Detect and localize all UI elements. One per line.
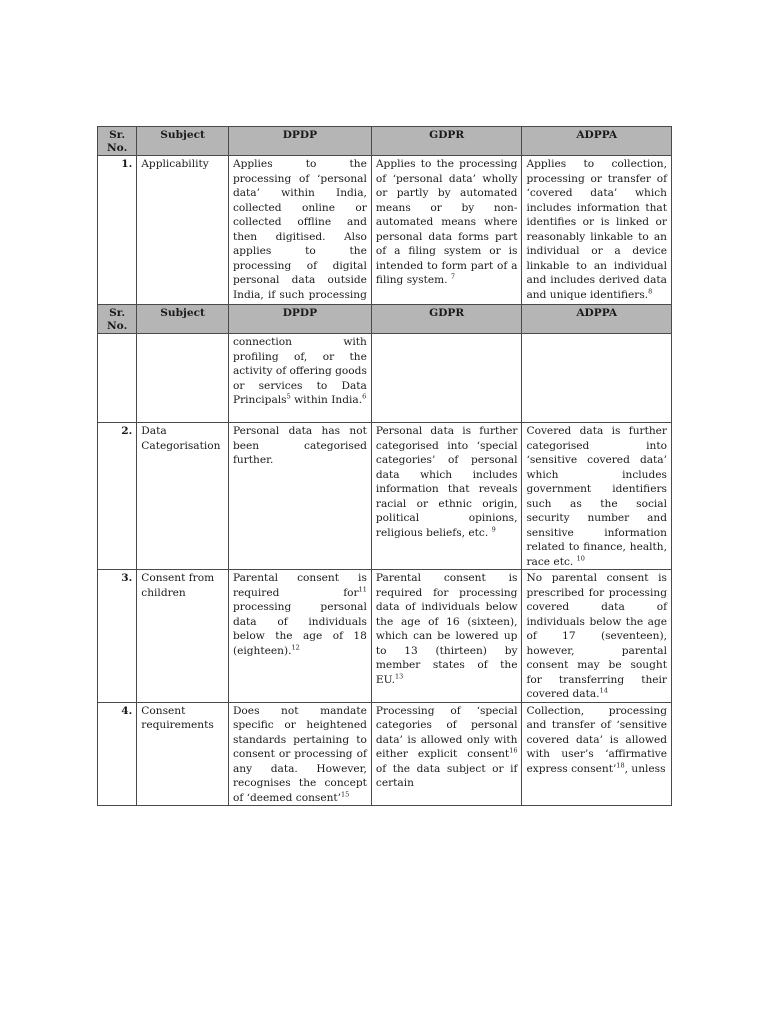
comparison-table-part-2 [97,304,672,806]
table-row [98,570,672,703]
row-number [98,334,137,423]
table-header-row [98,305,672,334]
table-row [98,702,672,806]
adppa-cell [522,156,672,318]
adppa-text: No parental consent is prescribed for processing covered data of individuals below the age of 17 (seventeen), however, parental consent may be sought for transferring their covered data. [526,572,667,700]
dpdp-text: Applies to the processing of ‘personal data’ within India, collected online or collected offline and then digitised. Also applies to the processing of digital personal data outside India, if such processing [232,158,367,301]
adppa-text: Applies to collection, processing or transfer of ‘covered data’ which includes information that identifies or is linked or reasonably linkable to an individual or a device linkable to an individual and includes derived data and unique identifiers. [526,158,667,301]
gdpr-text: Applies to the processing of ‘personal data’ wholly or partly by automated means or by non-automated means where personal data forms part of a filing system or is intended to form part of a filing system. [375,158,518,286]
footnote-ref: 8 [648,286,653,295]
dpdp-cell [228,702,371,806]
row-number: 4. [98,702,137,806]
table-row [98,156,672,318]
gdpr-text: Processing of ‘special categories of personal data’ is allowed only with either explicit consent [375,704,518,760]
header-adppa: ADPPA [522,127,672,156]
header-adppa: ADPPA [522,305,672,334]
gdpr-cell [371,570,522,703]
adppa-text: Collection, processing and transfer of ‘sensitive covered data’ is allowed with user’s ‘affirmative express consent’ [526,704,667,775]
footnote-ref: 18 [616,760,625,769]
adppa-cell [522,570,672,703]
row-subject [137,334,229,423]
table-row [98,423,672,570]
header-subject: Subject [137,305,229,334]
footnote-ref: 11 [358,584,367,593]
dpdp-text-tail: processing personal data of individuals below the age of 18 (eighteen). [232,601,367,657]
footnote-ref: 16 [509,746,518,755]
gdpr-text: Parental consent is required for processing data of individuals below the age of 16 (sixteen), which can be lowered up to 13 (thirteen) by member states of the EU. [375,572,518,686]
dpdp-cell [228,570,371,703]
header-gdpr: GDPR [371,305,522,334]
dpdp-text: Does not mandate specific or heightened standards pertaining to consent or processing of any data. However, recognises the concept of ‘deemed consent’ [232,704,367,804]
dpdp-cell [228,423,371,570]
adppa-cell [522,423,672,570]
gdpr-cell [371,156,522,318]
table-row [98,334,672,423]
dpdp-text-tail: within India. [290,394,363,406]
footnote-ref: 13 [394,671,404,680]
header-sr-no: Sr. No. [98,305,137,334]
row-number: 2. [98,423,137,570]
adppa-text: Covered data is further categorised into ‘sensitive covered data’ which includes government identifiers such as the social security number and sensitive information related to finance, health, race etc. [526,425,667,568]
header-subject: Subject [137,127,229,156]
header-gdpr: GDPR [371,127,522,156]
row-number: 3. [98,570,137,703]
row-subject: Consent requirements [137,702,229,806]
footnote-ref: 6 [362,392,367,401]
dpdp-cell [228,156,371,318]
dpdp-text: Parental consent is required for [232,572,367,599]
header-dpdp: DPDP [228,305,371,334]
footnote-ref: 9 [491,524,496,533]
gdpr-cell [371,702,522,806]
header-sr-no: Sr. No. [98,127,137,156]
footnote-ref: 7 [450,272,456,281]
footnote-ref: 5 [286,392,291,401]
row-subject: Data Categorisation [137,423,229,570]
header-dpdp: DPDP [228,127,371,156]
table-header-row [98,127,672,156]
footnote-ref: 14 [599,686,608,695]
row-number: 1. [98,156,137,318]
dpdp-text: connection with profiling of, or the activity of offering goods or services to Data Principals [232,336,367,406]
adppa-cell [522,702,672,806]
adppa-text-tail: , unless [624,762,666,775]
footnote-ref: 15 [341,789,350,798]
gdpr-cell [371,334,522,423]
dpdp-cell [228,334,371,423]
footnote-ref: 12 [291,642,300,651]
comparison-table-part-1 [97,126,672,318]
row-subject: Consent from children [137,570,229,703]
row-subject: Applicability [137,156,229,318]
footnote-ref: 10 [576,553,585,562]
gdpr-cell [371,423,522,570]
adppa-cell [522,334,672,423]
gdpr-text: Personal data is further categorised into ‘special categories’ of personal data which includes information that reveals racial or ethnic origin, political opinions, religious beliefs, etc. [375,425,518,539]
dpdp-text: Personal data has not been categorised further. [232,425,367,466]
gdpr-text-tail: of the data subject or if certain [375,762,518,789]
